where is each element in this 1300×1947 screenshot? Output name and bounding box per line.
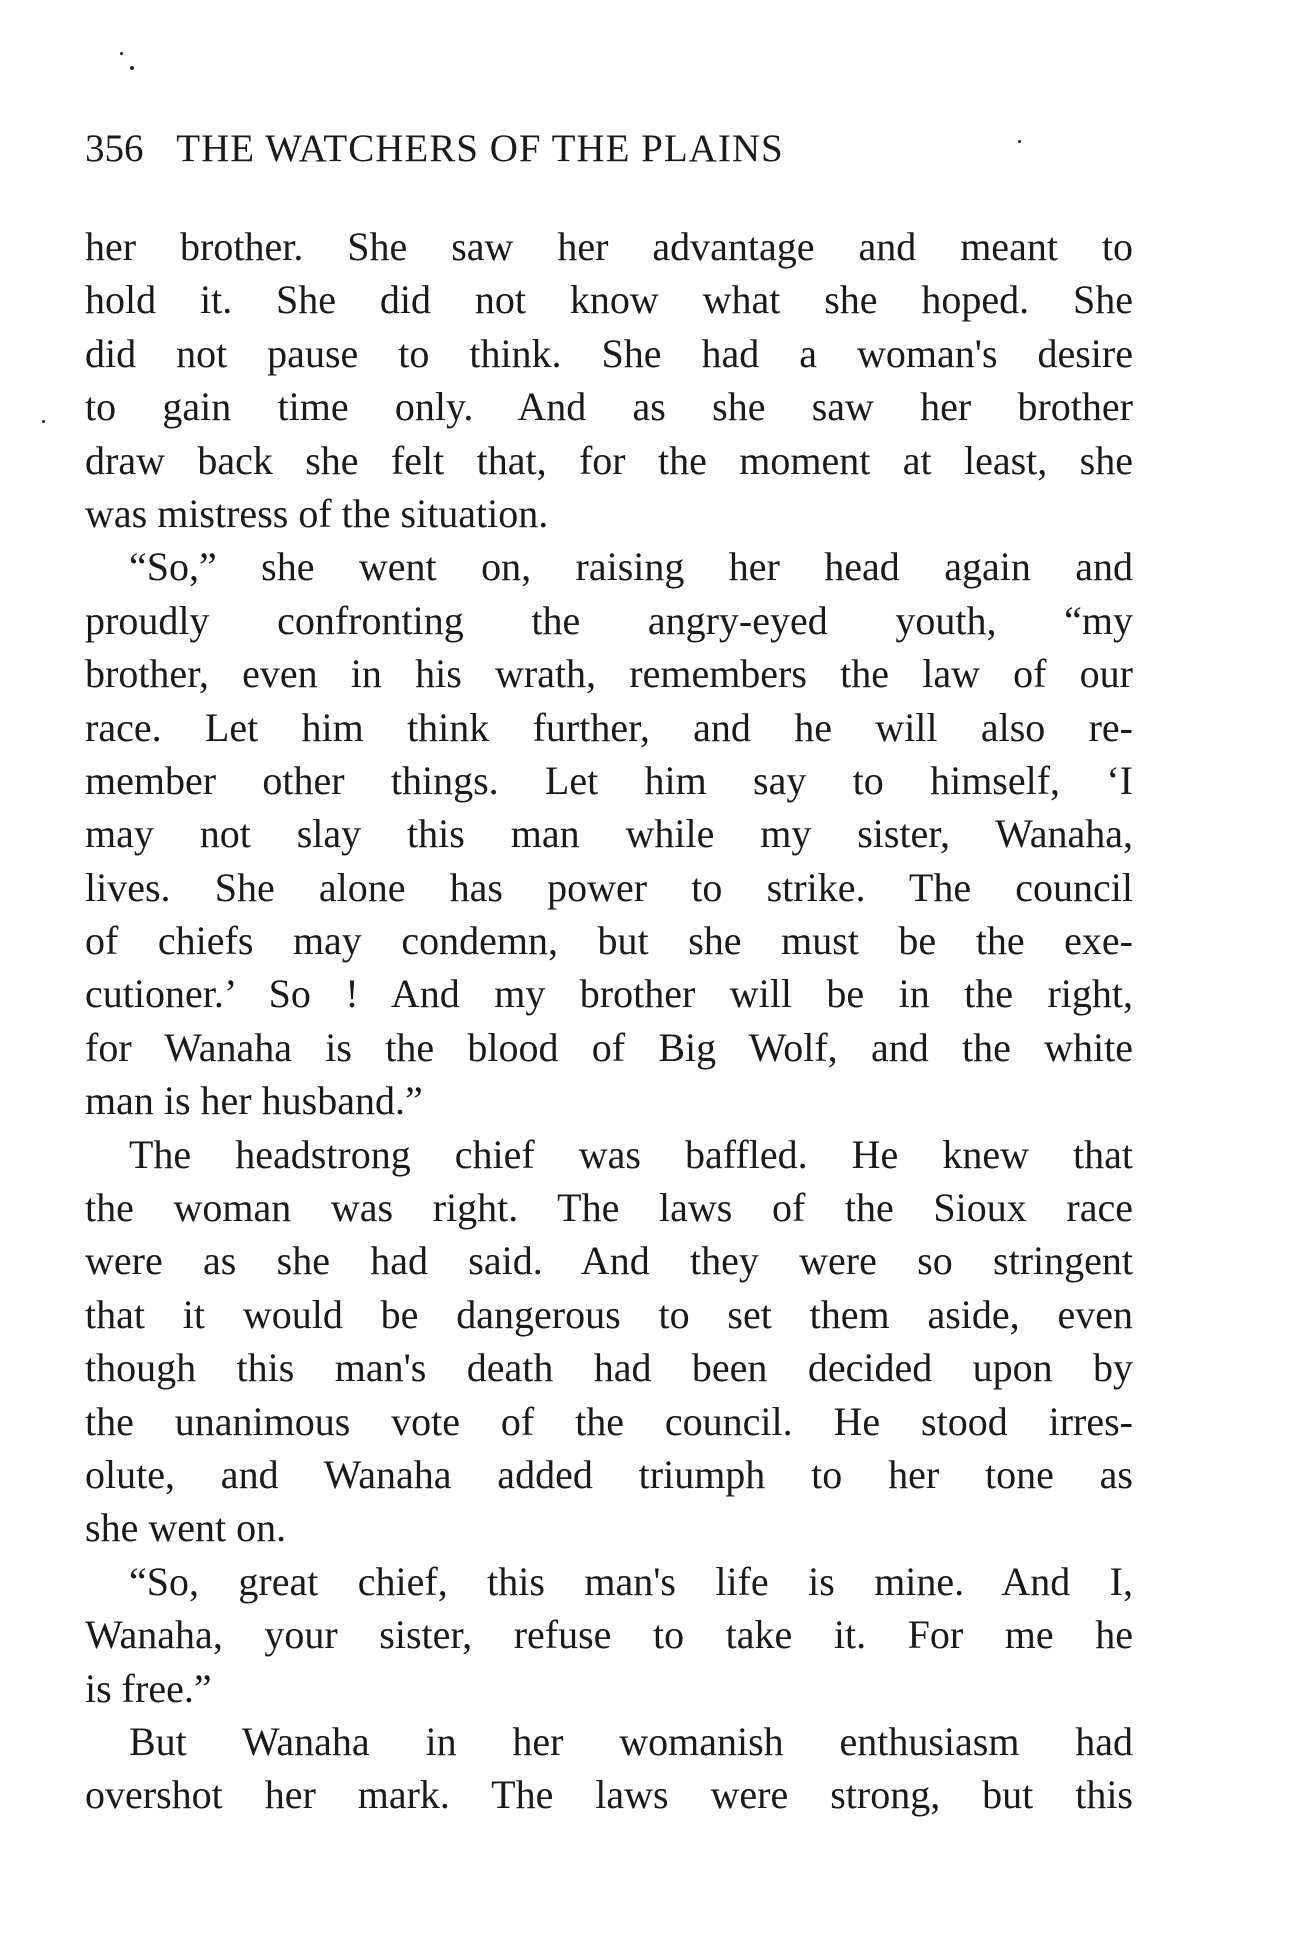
print-speck (130, 66, 134, 70)
text-line: proudly confronting the angry-eyed youth, “my (85, 597, 1133, 643)
text-line: the unanimous vote of the council. He stood irres- (85, 1398, 1133, 1444)
text-line: lives. She alone has power to strike. The council (85, 864, 1133, 910)
text-line: though this man's death had been decided upon by (85, 1345, 1133, 1391)
body-text (85, 220, 1133, 1822)
text-line: man is her husband.” (85, 1078, 423, 1124)
text-line: that it would be dangerous to set them aside, even (85, 1291, 1133, 1337)
text-line: for Wanaha is the blood of Big Wolf, and the white (85, 1024, 1133, 1070)
text-line: olute, and Wanaha added triumph to her tone as (85, 1451, 1133, 1497)
text-line: draw back she felt that, for the moment at least, she (85, 437, 1133, 483)
text-line: member other things. Let him say to himself, ‘I (85, 757, 1133, 803)
text-line: The headstrong chief was baffled. He knew that (129, 1131, 1133, 1177)
print-speck (42, 420, 45, 423)
text-line: But Wanaha in her womanish enthusiasm had (129, 1718, 1133, 1764)
text-line: “So,” she went on, raising her head again and (129, 544, 1133, 590)
text-line: the woman was right. The laws of the Sioux race (85, 1185, 1133, 1231)
text-line: her brother. She saw her advantage and meant to (85, 224, 1133, 269)
page-number: 356 (85, 127, 144, 170)
text-line: cutioner.’ So ! And my brother will be in the right, (85, 971, 1133, 1017)
text-line: may not slay this man while my sister, Wanaha, (85, 811, 1133, 857)
text-line: did not pause to think. She had a woman's desire (85, 330, 1133, 376)
text-line: overshot her mark. The laws were strong, but this (85, 1772, 1133, 1818)
print-speck (120, 52, 123, 55)
text-line: Wanaha, your sister, refuse to take it. For me he (85, 1612, 1133, 1658)
text-line: race. Let him think further, and he will also re- (85, 704, 1133, 750)
text-line: brother, even in his wrath, remembers the law of our (85, 651, 1133, 697)
text-line: she went on. (85, 1505, 287, 1551)
text-line: were as she had said. And they were so stringent (85, 1238, 1133, 1284)
text-line: of chiefs may condemn, but she must be the exe- (85, 918, 1133, 964)
text-line: was mistress of the situation. (85, 490, 549, 536)
running-head (85, 124, 1025, 174)
text-line: “So, great chief, this man's life is mine. And I, (129, 1558, 1133, 1604)
text-line: is free.” (85, 1665, 212, 1711)
text-line: to gain time only. And as she saw her brother (85, 384, 1133, 430)
text-line: hold it. She did not know what she hoped. She (85, 277, 1133, 323)
running-title: THE WATCHERS OF THE PLAINS (176, 127, 784, 170)
